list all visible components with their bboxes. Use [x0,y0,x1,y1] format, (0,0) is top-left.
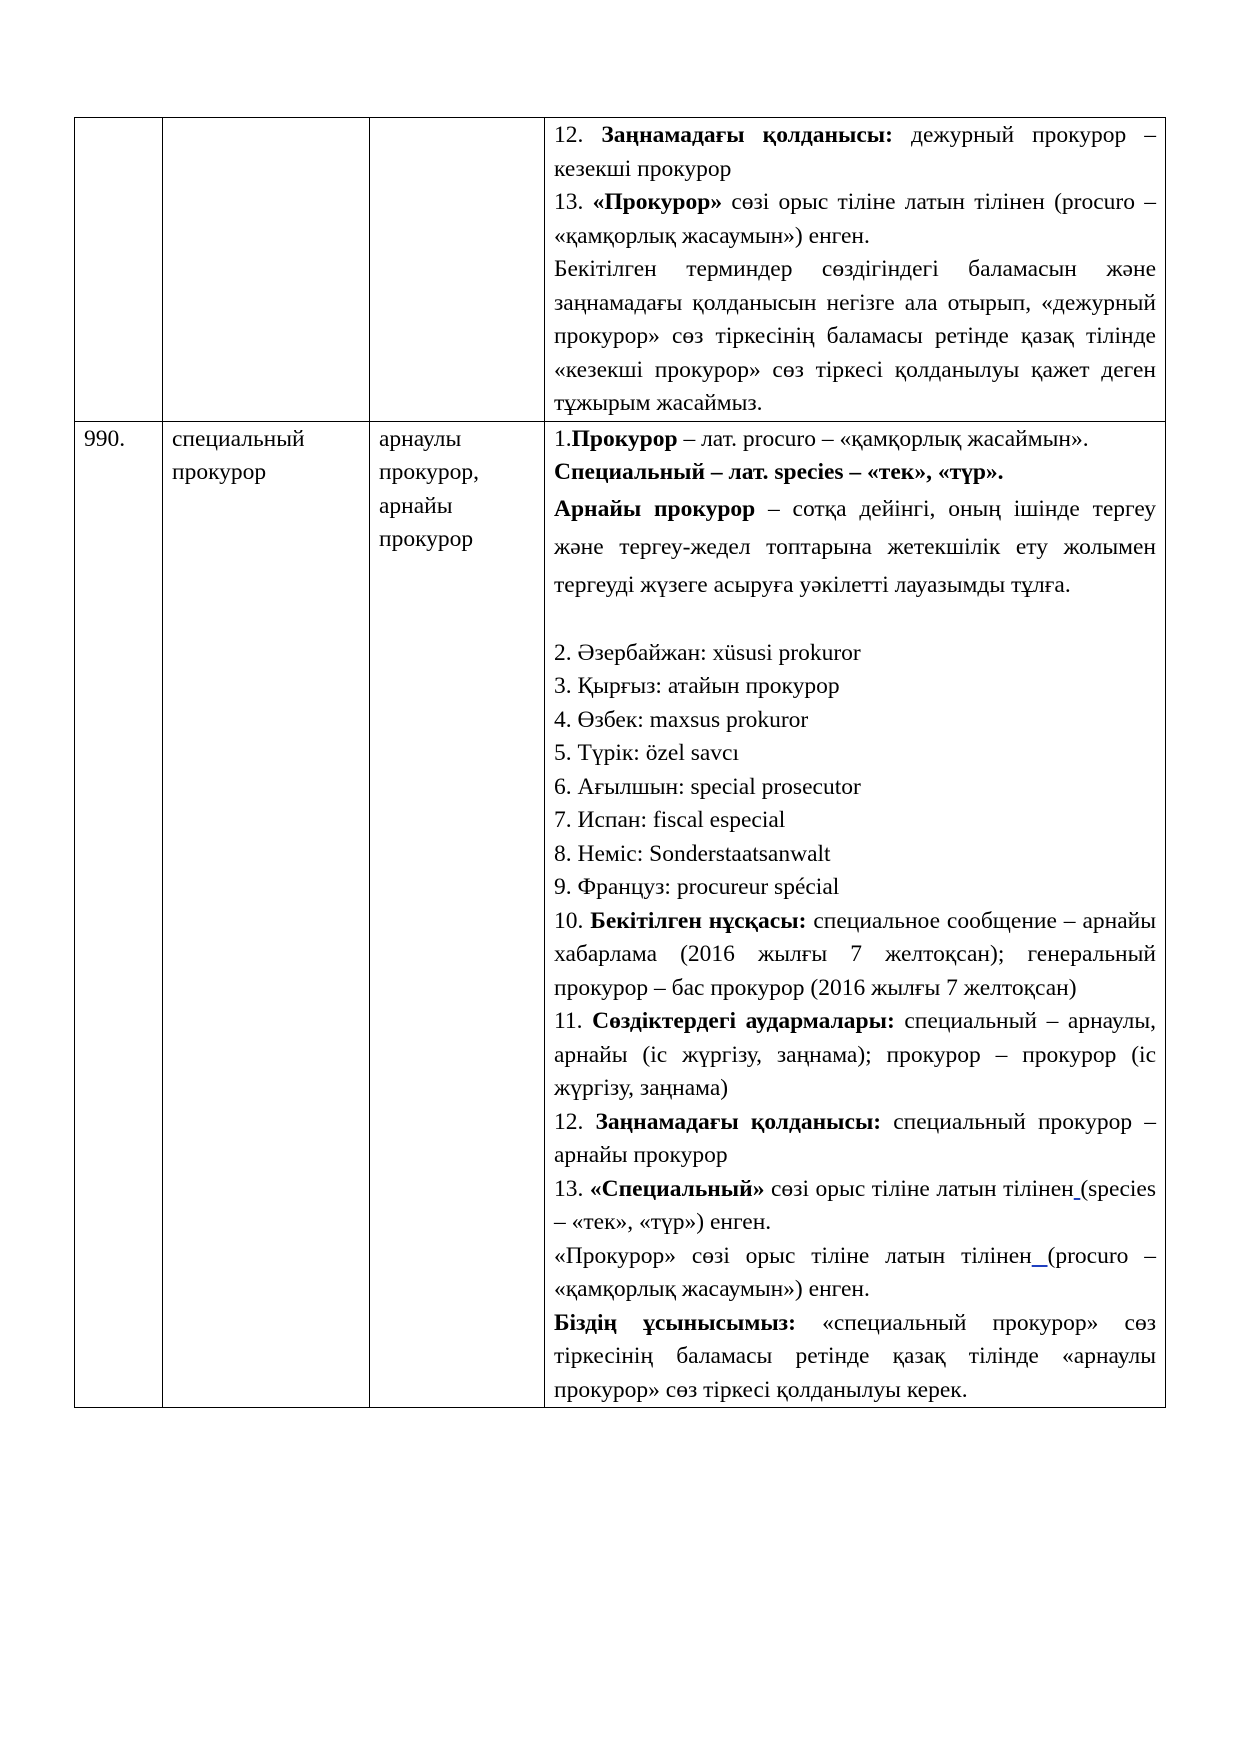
paragraph [554,456,1156,490]
bold-text: Прокурор [571,425,678,452]
text-run: специальный – арнаулы, арнайы (іс жүргізу, заңнама); прокурор – прокурор (іс жүргізу, заңнама) [554,1008,1157,1101]
russian-term: специальный прокурор [172,425,305,485]
text-run: 6. Ағылшын: special prosecutor [554,773,861,800]
table-row [75,118,1166,422]
text-run: специальный прокурор – арнайы прокурор [554,1108,1156,1168]
bold-text: Арнайы прокурор [554,495,756,522]
paragraph [554,804,1156,838]
text-run: 12. [554,122,602,148]
text-run: 13. [554,189,593,215]
paragraph [554,737,1156,771]
row-number-cell [75,118,163,422]
table-row [75,421,1166,1408]
blank-line [554,604,1156,637]
kazakh-term: арнаулы прокурор, арнайы прокурор [379,425,480,552]
text-run: сөзі орыс тіліне латын тілінен (procuro – «қамқорлық жасаумын») енген. [554,189,1156,249]
text-run: – лат. procuro – «қамқорлық жасаймын». [677,425,1089,452]
paragraph [554,1240,1156,1307]
russian-term-cell [163,118,370,422]
text-run: 9. Француз: procureur spécial [554,874,840,900]
paragraph [554,771,1156,805]
explanation-cell [545,421,1166,1408]
paragraph [554,186,1156,253]
paragraph [554,1005,1156,1106]
bold-text: Заңнамадағы қолданысы: [595,1108,882,1135]
bold-text: Заңнамадағы қолданысы: [601,122,893,148]
paragraph [554,1173,1156,1240]
paragraph [554,423,1156,457]
bold-text: «Прокурор» [592,189,723,215]
text-run: «Прокурор» сөзі орыс тіліне латын тілінен [554,1242,1032,1269]
hyperlink-mark[interactable] [1032,1243,1048,1269]
paragraph [554,838,1156,872]
paragraph [554,253,1156,421]
paragraph [554,1307,1156,1408]
text-run: 12. [554,1108,596,1135]
text-run: 11. [554,1008,593,1034]
text-run: «специальный прокурор» сөз тіркесінің баламасы ретінде қазақ тілінде «арнаулы прокурор» сөз тіркесі қолданылуы керек. [554,1309,1156,1403]
text-run: Бекітілген терминдер сөздігіндегі баламасын және заңнамадағы қолданысын негізге ала отырып, «дежурный прокурор» сөз тіркесінің баламасы ретінде қазақ тілінде «кезекші прокурор» сөз тіркесі қолданылуы қажет деген тұжырым жасаймыз. [554,256,1156,416]
paragraph [554,119,1156,186]
text-run: дежурный прокурор – кезекші прокурор [554,122,1157,182]
text-run: сөзі орыс тіліне латын тілінен [764,1175,1074,1202]
bold-text: Бекітілген нұсқасы: [590,907,807,934]
text-run: 5. Түрік: özel savcı [554,740,740,766]
text-run: (procuro – «қамқорлық жасаумын») енген. [554,1242,1156,1302]
paragraph [554,905,1156,1006]
row-number: 990. [84,425,126,452]
paragraph [554,704,1156,738]
explanation-cell [545,118,1166,422]
text-run: 3. Қырғыз: атайын прокурор [554,673,840,699]
text-run: 1. [554,425,572,452]
russian-term-cell [163,421,370,1408]
text-run: 10. [554,907,591,934]
kazakh-term-cell [370,421,545,1408]
bold-text: Сөздіктердегі аудармалары: [592,1008,895,1034]
text-run: специальное сообщение – арнайы хабарлама (2016 жылғы 7 желтоқсан); генеральный прокурор – бас прокурор (2016 жылғы 7 желтоқсан) [554,907,1157,1001]
paragraph [554,490,1156,604]
text-run: 2. Әзербайжан: xüsusi prokuror [554,639,861,666]
kazakh-term-cell [370,118,545,422]
row-number-cell [75,421,163,1408]
text-run: (species – «тек», «түр») енген. [554,1175,1156,1235]
text-run: 7. Испан: fiscal especial [554,807,786,833]
text-run: – сотқа дейінгі, оның ішінде тергеу және тергеу-жедел топтарына жетекшілік ету жолымен тергеуді жүзеге асыруға уәкілетті лауазымды тұлға. [554,495,1156,598]
text-run: 8. Неміс: Sonderstaatsanwalt [554,840,831,867]
bold-text: Біздің ұсынысымыз: [554,1309,796,1336]
paragraph [554,871,1156,905]
paragraph [554,1106,1156,1173]
text-run: 13. [554,1175,590,1202]
paragraph [554,637,1156,671]
paragraph [554,670,1156,704]
bold-text: Специальный – лат. species – «тек», «түр». [554,459,1004,485]
terms-table [74,117,1166,1408]
bold-text: «Специальный» [589,1175,765,1202]
text-run: 4. Өзбек: maxsus prokuror [554,706,809,733]
